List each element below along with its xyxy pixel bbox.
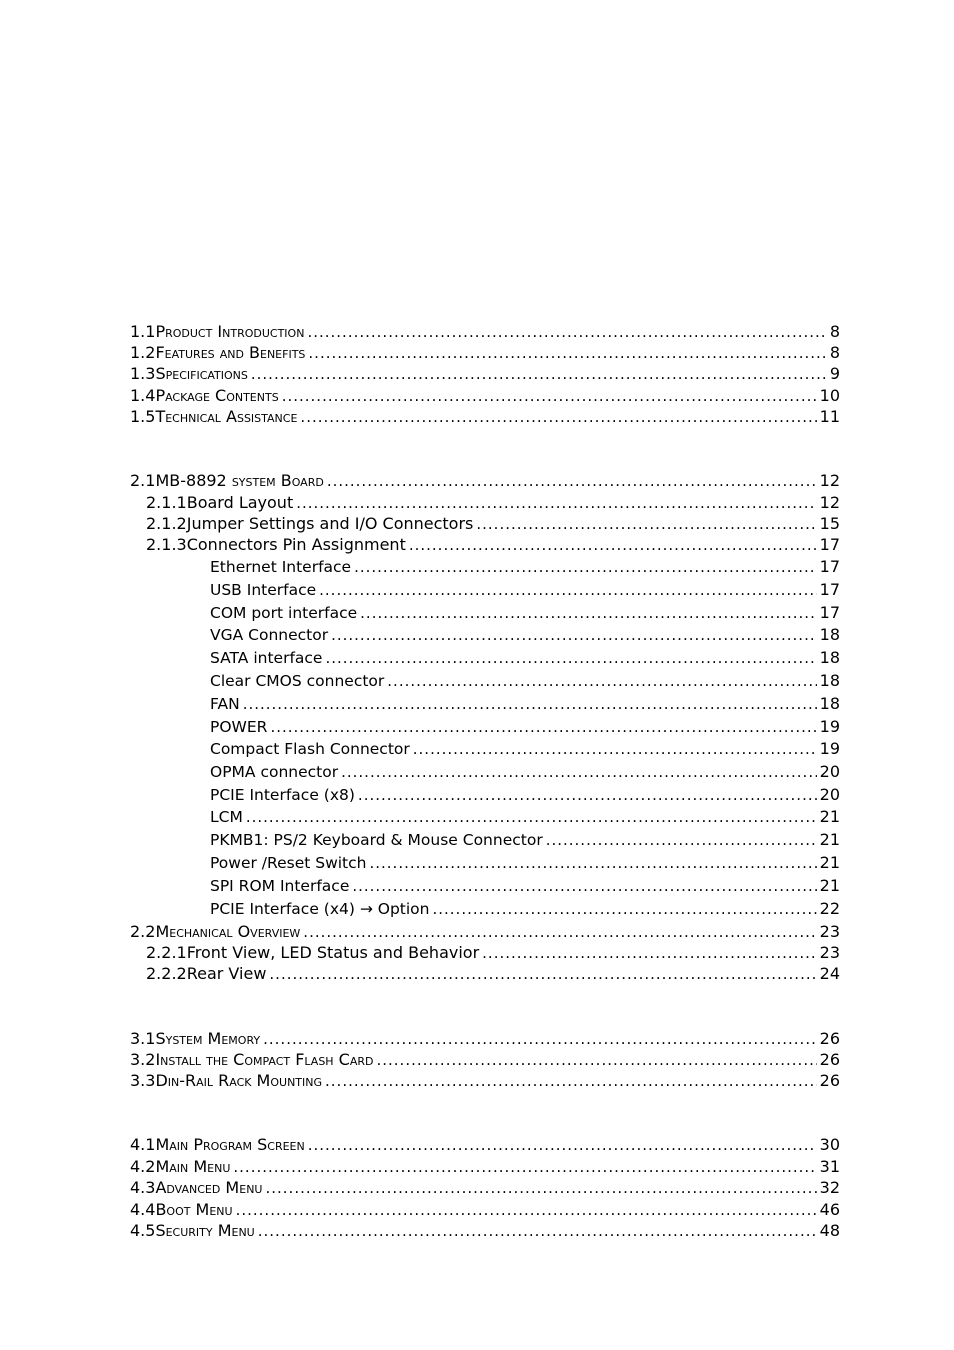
toc-entry-number: 4.4 xyxy=(130,1200,156,1219)
toc-entry-number: 2.2.1 xyxy=(146,943,187,962)
toc-entry[interactable] xyxy=(130,343,840,365)
toc-entry-title: Specifications xyxy=(155,364,248,383)
toc-entry-page: 15 xyxy=(819,514,840,533)
toc-entry-page: 12 xyxy=(819,493,840,512)
toc-entry-page: 8 xyxy=(829,343,840,362)
toc-leader-dots xyxy=(341,763,817,781)
toc-leader-dots xyxy=(482,944,816,962)
toc-entry[interactable] xyxy=(130,1157,840,1179)
toc-entry[interactable] xyxy=(130,535,840,557)
toc-entry-page: 26 xyxy=(819,1029,840,1048)
toc-leader-dots xyxy=(308,344,826,362)
toc-leader-dots xyxy=(409,536,817,554)
toc-entry-page: 23 xyxy=(819,943,840,962)
toc-entry-title: Advanced Menu xyxy=(155,1178,263,1197)
toc-entry-page: 48 xyxy=(819,1221,840,1240)
toc-entry-page: 20 xyxy=(819,762,840,781)
toc-entry-page: 46 xyxy=(819,1200,840,1219)
toc-entry[interactable] xyxy=(130,671,840,693)
toc-entry-page: 21 xyxy=(819,853,840,872)
toc-entry[interactable] xyxy=(130,785,840,807)
toc-entry-page: 31 xyxy=(819,1157,840,1176)
toc-entry-page: 30 xyxy=(819,1135,840,1154)
toc-entry[interactable] xyxy=(130,603,840,625)
toc-entry-number: 4.5 xyxy=(130,1221,156,1240)
toc-entry-number: 4.1 xyxy=(130,1135,156,1154)
toc-entry-page: 19 xyxy=(819,739,840,758)
toc-leader-dots xyxy=(233,1158,816,1176)
toc-entry[interactable] xyxy=(130,807,840,829)
toc-leader-dots xyxy=(432,900,816,918)
toc-leader-dots xyxy=(243,695,817,713)
toc-entry-title: Ethernet Interface xyxy=(210,558,352,576)
toc-leader-dots xyxy=(413,740,817,758)
toc-entry-title: Package Contents xyxy=(155,386,279,405)
toc-leader-dots xyxy=(325,1072,817,1090)
toc-entry-title: PCIE Interface (x4) → Option xyxy=(210,900,430,918)
toc-leader-dots xyxy=(476,515,816,533)
toc-entry-number: 3.3 xyxy=(130,1071,156,1090)
toc-entry-number: 3.1 xyxy=(130,1029,156,1048)
toc-entry[interactable] xyxy=(130,322,840,344)
toc-entry-title: Power /Reset Switch xyxy=(210,854,367,872)
toc-entry-title: Security Menu xyxy=(155,1221,255,1240)
toc-entry[interactable] xyxy=(130,407,840,429)
toc-entry-title: Features and Benefits xyxy=(155,343,306,362)
toc-entry-title: COM port interface xyxy=(210,604,358,622)
toc-entry[interactable] xyxy=(130,762,840,784)
toc-entry[interactable] xyxy=(130,853,840,875)
toc-entry[interactable] xyxy=(130,471,840,493)
toc-entry-title: Connectors Pin Assignment xyxy=(186,535,406,554)
toc-entry-number: 2.2 xyxy=(130,922,156,941)
toc-entry-page: 23 xyxy=(819,922,840,941)
toc-leader-dots xyxy=(270,718,816,736)
toc-entry-page: 12 xyxy=(819,471,840,490)
toc-entry-page: 18 xyxy=(819,694,840,713)
toc-leader-dots xyxy=(325,649,816,667)
toc-entry-page: 11 xyxy=(819,407,840,426)
toc-entry[interactable] xyxy=(130,1200,840,1222)
toc-leader-dots xyxy=(263,1030,817,1048)
toc-entry-title: Jumper Settings and I/O Connectors xyxy=(186,514,474,533)
toc-entry-page: 18 xyxy=(819,648,840,667)
toc-entry-title: FAN xyxy=(210,695,240,713)
toc-entry-number: 4.3 xyxy=(130,1178,156,1197)
toc-entry[interactable] xyxy=(130,514,840,536)
toc-entry[interactable] xyxy=(130,899,840,921)
toc-entry-number: 1.5 xyxy=(130,407,156,426)
toc-entry[interactable] xyxy=(130,694,840,716)
toc-leader-dots xyxy=(376,1051,816,1069)
toc-entry-title: VGA Connector xyxy=(210,626,329,644)
toc-entry-title: Front View, LED Status and Behavior xyxy=(186,943,480,962)
toc-leader-dots xyxy=(308,1136,817,1154)
toc-entry-page: 21 xyxy=(819,830,840,849)
toc-entry-page: 10 xyxy=(819,386,840,405)
toc-entry-title: Product Introduction xyxy=(155,322,305,341)
toc-entry-page: 26 xyxy=(819,1050,840,1069)
toc-leader-dots xyxy=(269,965,816,983)
toc-entry-title: PKMB1: PS/2 Keyboard & Mouse Connector xyxy=(210,831,543,849)
toc-entry-page: 18 xyxy=(819,625,840,644)
toc-entry-number: 4.2 xyxy=(130,1157,156,1176)
toc-leader-dots xyxy=(258,1222,817,1240)
toc-entry-page: 17 xyxy=(819,557,840,576)
toc-leader-dots xyxy=(358,786,817,804)
toc-entry-title: MB-8892 system Board xyxy=(155,471,324,490)
toc-entry-page: 17 xyxy=(819,535,840,554)
toc-leader-dots xyxy=(352,877,816,895)
toc-leader-dots xyxy=(319,581,817,599)
toc-entry-title: SPI ROM Interface xyxy=(210,877,350,895)
toc-entry[interactable] xyxy=(130,364,840,386)
toc-leader-dots xyxy=(303,923,816,941)
toc-entry-title: POWER xyxy=(210,718,268,736)
toc-entry[interactable] xyxy=(130,625,840,647)
toc-leader-dots xyxy=(360,604,816,622)
toc-entry[interactable] xyxy=(130,943,840,965)
toc-entry-title: LCM xyxy=(210,808,243,826)
toc-entry[interactable] xyxy=(130,739,840,761)
toc-entry-number: 1.2 xyxy=(130,343,156,362)
toc-entry[interactable] xyxy=(130,876,840,898)
toc-entry-title: Rear View xyxy=(186,964,267,983)
toc-leader-dots xyxy=(546,831,817,849)
toc-entry-title: Din-Rail Rack Mounting xyxy=(155,1071,323,1090)
toc-entry-title: SATA interface xyxy=(210,649,323,667)
toc-entry-title: USB Interface xyxy=(210,581,317,599)
toc-entry[interactable] xyxy=(130,964,840,986)
toc-leader-dots xyxy=(387,672,816,690)
toc-entry[interactable] xyxy=(130,557,840,579)
toc-entry-title: Install the Compact Flash Card xyxy=(155,1050,374,1069)
toc-entry-title: Technical Assistance xyxy=(155,407,298,426)
toc-entry-title: Clear CMOS connector xyxy=(210,672,385,690)
toc-entry[interactable] xyxy=(130,648,840,670)
toc-entry[interactable] xyxy=(130,1178,840,1200)
toc-leader-dots xyxy=(354,558,817,576)
toc-entry-number: 2.1.2 xyxy=(146,514,187,533)
toc-leader-dots xyxy=(282,387,817,405)
toc-entry-page: 20 xyxy=(819,785,840,804)
toc-entry-number: 2.1.3 xyxy=(146,535,187,554)
toc-entry-title: PCIE Interface (x8) xyxy=(210,786,355,804)
toc-leader-dots xyxy=(251,365,827,383)
toc-entry-title: Board Layout xyxy=(186,493,294,512)
toc-entry-title: System Memory xyxy=(155,1029,261,1048)
toc-entry-number: 2.2.2 xyxy=(146,964,187,983)
toc-entry-number: 1.3 xyxy=(130,364,156,383)
toc-entry-page: 32 xyxy=(819,1178,840,1197)
toc-leader-dots xyxy=(300,408,816,426)
toc-entry-page: 26 xyxy=(819,1071,840,1090)
toc-leader-dots xyxy=(296,494,816,512)
toc-entry-number: 2.1.1 xyxy=(146,493,187,512)
toc-entry[interactable] xyxy=(130,922,840,944)
toc-entry-number: 1.4 xyxy=(130,386,156,405)
toc-entry[interactable] xyxy=(130,1029,840,1051)
toc-entry-page: 21 xyxy=(819,876,840,895)
toc-entry-title: Boot Menu xyxy=(155,1200,233,1219)
toc-entry[interactable] xyxy=(130,1221,840,1243)
toc-entry[interactable] xyxy=(130,386,840,408)
toc-entry-page: 8 xyxy=(829,322,840,341)
toc-entry[interactable] xyxy=(130,717,840,739)
toc-entry[interactable] xyxy=(130,1135,840,1157)
toc-entry-page: 19 xyxy=(819,717,840,736)
toc-entry-page: 21 xyxy=(819,807,840,826)
toc-entry-title: Mechanical Overview xyxy=(155,922,301,941)
toc-entry-title: Main Program Screen xyxy=(155,1135,305,1154)
toc-entry-number: 1.1 xyxy=(130,322,156,341)
toc-entry[interactable] xyxy=(130,493,840,515)
toc-entry-page: 9 xyxy=(829,364,840,383)
toc-entry-page: 22 xyxy=(819,899,840,918)
toc-entry-title: Compact Flash Connector xyxy=(210,740,410,758)
toc-entry-number: 2.1 xyxy=(130,471,156,490)
toc-leader-dots xyxy=(327,472,817,490)
toc-leader-dots xyxy=(246,808,817,826)
toc-leader-dots xyxy=(236,1201,817,1219)
toc-entry[interactable] xyxy=(130,580,840,602)
toc-entry-title: Main Menu xyxy=(155,1157,231,1176)
toc-entry-number: 3.2 xyxy=(130,1050,156,1069)
toc-entry-title: OPMA connector xyxy=(210,763,339,781)
toc-entry-page: 24 xyxy=(819,964,840,983)
toc-leader-dots xyxy=(265,1179,816,1197)
toc-entry[interactable] xyxy=(130,1071,840,1093)
toc-leader-dots xyxy=(307,323,826,341)
toc-leader-dots xyxy=(369,854,816,872)
toc-leader-dots xyxy=(331,626,817,644)
toc-entry-page: 17 xyxy=(819,580,840,599)
toc-entry-page: 17 xyxy=(819,603,840,622)
toc-entry[interactable] xyxy=(130,830,840,852)
toc-entry[interactable] xyxy=(130,1050,840,1072)
toc-entry-page: 18 xyxy=(819,671,840,690)
